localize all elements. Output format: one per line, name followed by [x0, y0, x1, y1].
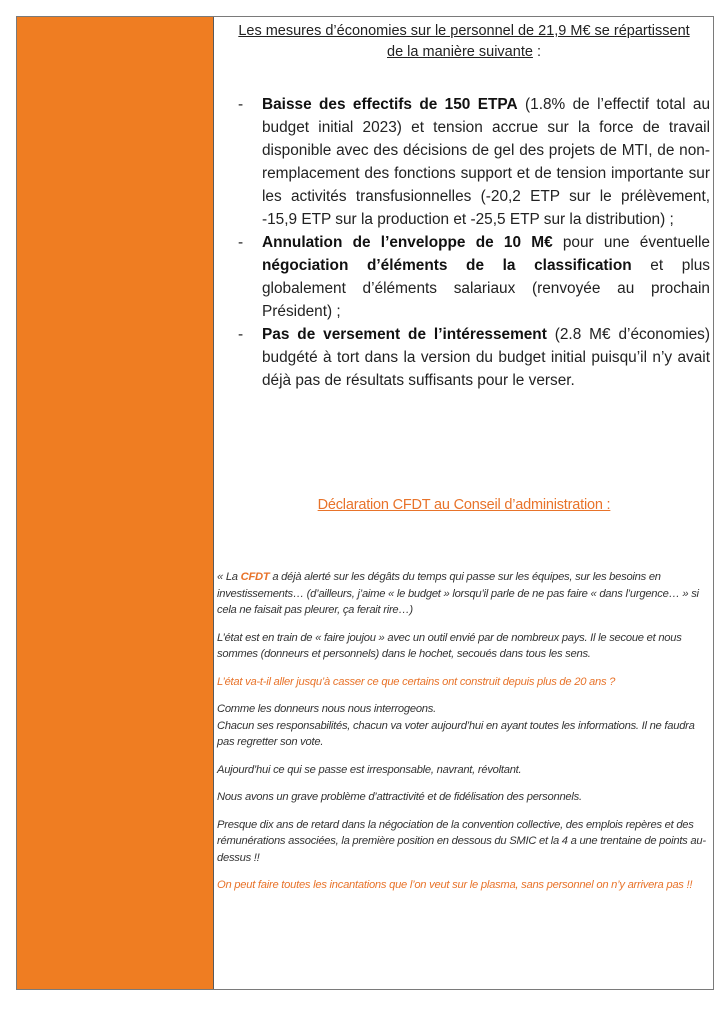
- intro-heading: Les mesures d’économies sur le personnel de 21,9 M€ se répartissent de la manière suivante :: [238, 23, 690, 60]
- declaration-title: Déclaration CFDT au Conseil d’administration :: [317, 497, 611, 513]
- list-item: - Annulation de l’enveloppe de 10 M€ pour une éventuelle négociation d’éléments de la classification et plus globalement d’éléments salariaux (renvoyée au prochain Président) ;: [238, 234, 710, 320]
- quote-paragraph: Nous avons un grave problème d’attractivité et de fidélisation des personnels.: [217, 791, 582, 803]
- quote-paragraph-highlight: On peut faire toutes les incantations que l’on veut sur le plasma, sans personnel on n’y arrivera pas !!: [217, 879, 693, 891]
- document-content: [214, 17, 714, 989]
- cfdt-name: CFDT: [240, 571, 270, 583]
- quote-paragraph: Aujourd’hui ce qui se passe est irresponsable, navrant, révoltant.: [217, 763, 522, 776]
- quote-paragraph: Comme les donneurs nous nous interrogeons. Chacun ses responsabilités, chacun va voter aujourd’hui en ayant toutes les informations. Il ne faudra pas regretter son vote.: [217, 703, 695, 748]
- list-item: - Baisse des effectifs de 150 ETPA (1.8% de l’effectif total au budget initial 2023) et tension accrue sur la force de travail disponible avec des décisions de gel des projets de MTI, de non-remplacement des fonctions support et de tension importante sur les activités transfusionnelles (-20,2 ETP sur le prélèvement, -15,9 ETP sur la production et -25,5 ETP sur la distribution) ;: [238, 96, 710, 228]
- quote-paragraph: Presque dix ans de retard dans la négociation de la convention collective, des emplois repères et des rémunérations associées, la première position en dessous du SMIC et la 4 a une trentaine de points au-dessus !!: [217, 818, 706, 864]
- quote-paragraph: « La CFDT a déjà alerté sur les dégâts du temps qui passe sur les équipes, sur les besoins en investissements… (d’ailleurs, j’aime « le budget » lorsqu’il parle de ne pas faire « dans l’urgence… » si cela ne faisait pas pleurer, ça ferait rire…): [217, 571, 699, 616]
- declaration-quote: [217, 569, 711, 905]
- orange-sidebar: [17, 17, 214, 989]
- measures-list: [236, 93, 710, 392]
- list-item: - Pas de versement de l’intéressement (2.8 M€ d’économies) budgété à tort dans la version du budget initial puisqu’il n’y avait déjà pas de résultats suffisants pour le verser.: [238, 326, 710, 389]
- quote-paragraph: L’état est en train de « faire joujou » avec un outil envié par de nombreux pays. Il le secoue et nous sommes (donneurs et personnels) dans le hochet, secoués dans tous les sens.: [217, 631, 682, 660]
- quote-paragraph-highlight: L’état va-t-il aller jusqu’à casser ce que certains ont construit depuis plus de 20 ans ?: [217, 675, 616, 688]
